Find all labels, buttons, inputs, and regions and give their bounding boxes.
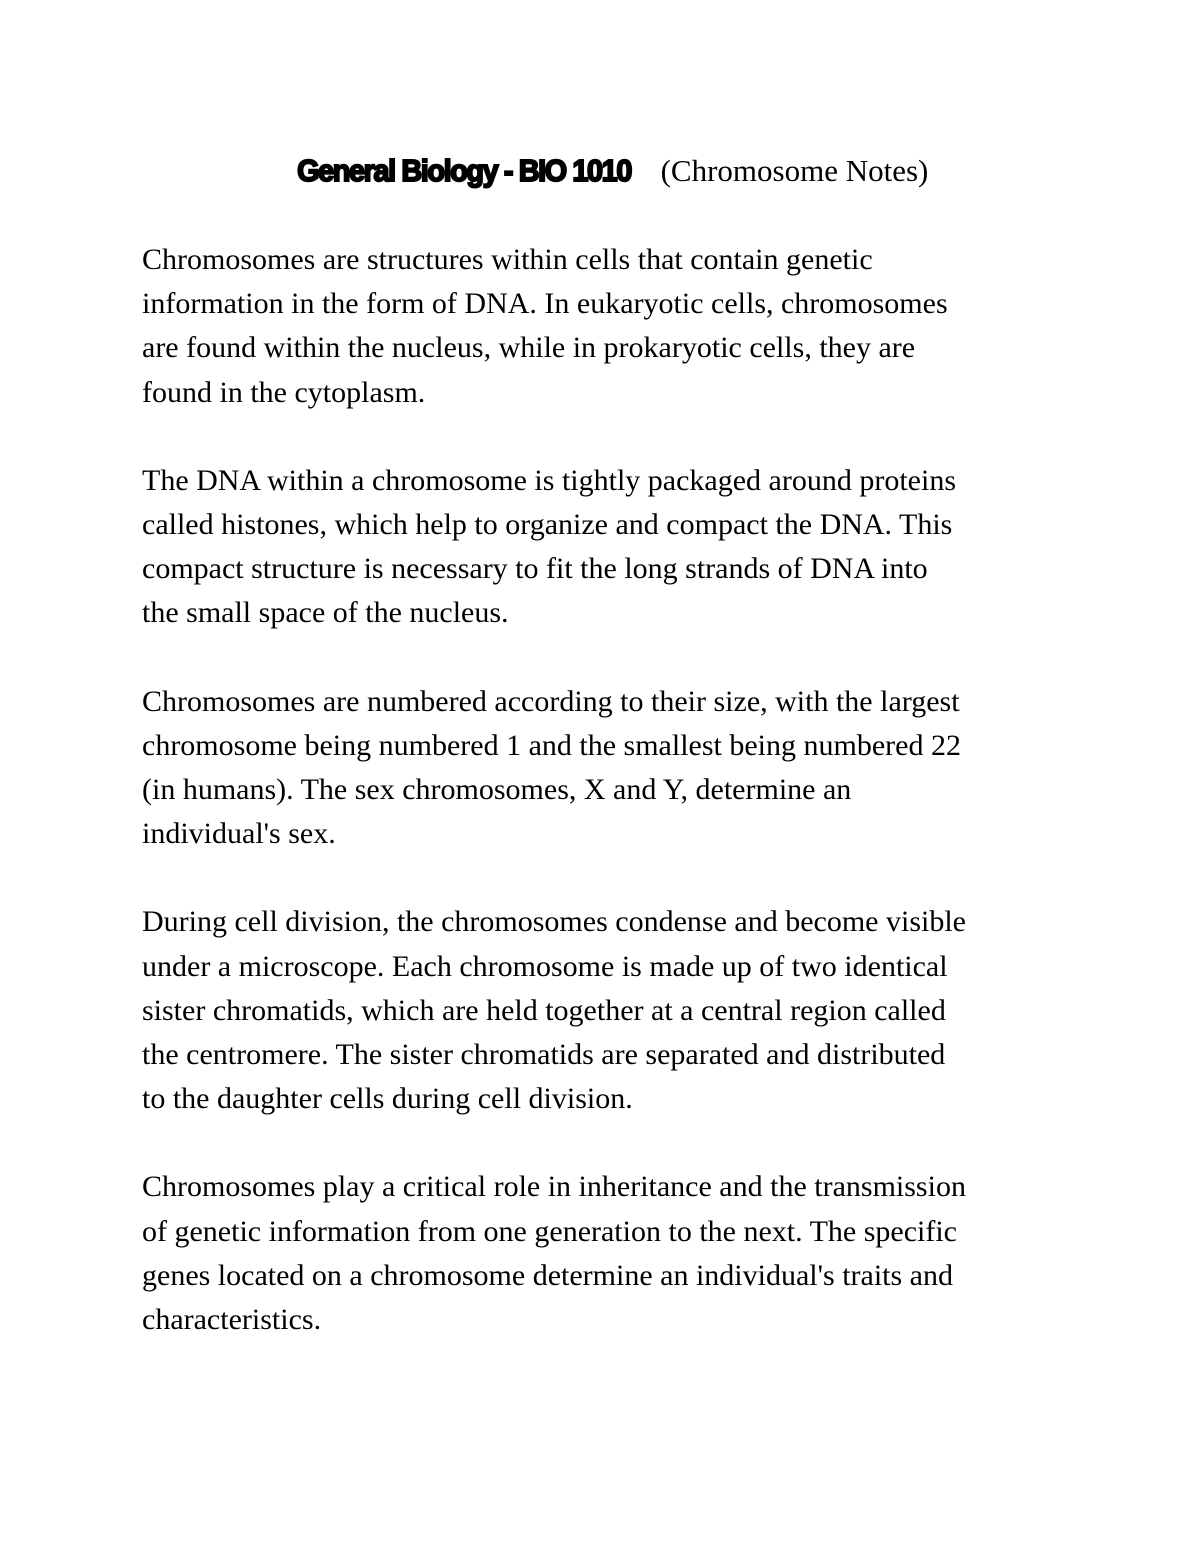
paragraph-intro	[142, 238, 1082, 415]
text-line: genes located on a chromosome determine an individual's traits and	[142, 1258, 953, 1292]
text-line: the centromere. The sister chromatids are separated and distributed	[142, 1038, 946, 1072]
text-line: sister chromatids, which are held together at a central region called	[142, 993, 946, 1027]
text-line: (in humans). The sex chromosomes, X and Y, determine an	[142, 773, 852, 807]
text-line: to the daughter cells during cell division.	[142, 1082, 633, 1116]
text-line: of genetic information from one generation to the next. The specific	[142, 1214, 957, 1248]
text-line: the small space of the nucleus.	[142, 596, 509, 630]
paragraph-inheritance	[142, 1165, 1082, 1342]
text-line: chromosome being numbered 1 and the smallest being numbered 22	[142, 728, 961, 762]
text-line: Chromosomes are numbered according to their size, with the largest	[142, 684, 960, 718]
text-line: Chromosomes play a critical role in inheritance and the transmission	[142, 1170, 966, 1204]
document-body	[142, 238, 1082, 1386]
text-line: During cell division, the chromosomes condense and become visible	[142, 905, 966, 939]
text-line: The DNA within a chromosome is tightly packaged around proteins	[142, 463, 956, 497]
notes-subtitle: (Chromosome Notes)	[660, 153, 929, 188]
text-line: compact structure is necessary to fit the long strands of DNA into	[142, 552, 928, 586]
text-line: individual's sex.	[142, 817, 336, 851]
text-line: under a microscope. Each chromosome is made up of two identical	[142, 949, 948, 983]
text-line: Chromosomes are structures within cells that contain genetic	[142, 243, 873, 276]
text-line: called histones, which help to organize and compact the DNA. This	[142, 508, 953, 542]
text-line: information in the form of DNA. In eukaryotic cells, chromosomes	[142, 287, 948, 321]
paragraph-histones	[142, 459, 1082, 636]
text-line: characteristics.	[142, 1303, 322, 1337]
paragraph-cell-division	[142, 900, 1082, 1121]
document-title	[0, 145, 1200, 203]
course-title: General Biology - BIO 1010	[296, 153, 631, 188]
text-line: are found within the nucleus, while in prokaryotic cells, they are	[142, 331, 916, 365]
paragraph-numbering	[142, 680, 1082, 857]
text-line: found in the cytoplasm.	[142, 375, 426, 409]
